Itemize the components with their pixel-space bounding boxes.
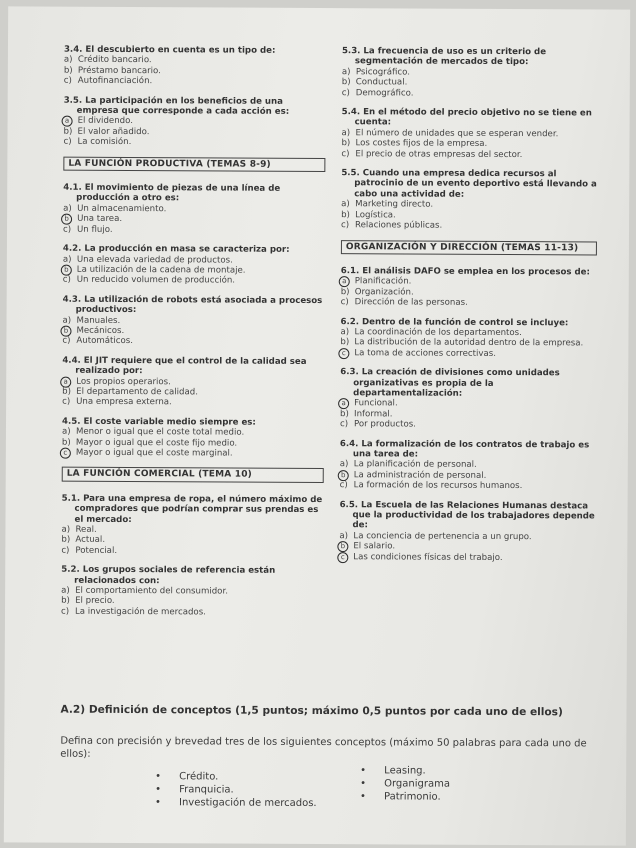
option-letter: a) [63,55,73,66]
option-text: Dirección de las personas. [354,297,468,308]
option-text: Real. [75,524,97,535]
option-text: El salario. [353,541,396,552]
option-letter: c) [341,148,350,159]
option-letter: c) [62,397,71,408]
question-block [340,439,596,492]
option-text: Mayor o igual que el coste fijo medio. [75,437,238,449]
option-letter: a) [341,199,350,210]
option-text: La distribución de la autoridad dentro de la empresa. [354,337,584,349]
option-letter: b) [63,126,73,137]
option-text: Una tarea. [77,214,123,225]
answer-option [61,607,323,619]
option-letter: a) [341,127,351,139]
circled-letter-mark: b [60,326,71,337]
question-block [341,168,597,232]
option-text: Actual. [75,535,106,546]
option-text: Potencial. [75,545,118,556]
question-title: 6.5. La Escuela de las Relaciones Humanas destaca que la productividad de los trabajadores depende de: [339,499,595,531]
option-letter: a) [63,203,72,214]
option-text: Conductual. [355,77,408,88]
answer-option [63,137,325,149]
concept-item: • Organigrama [360,777,450,790]
option-text: Mayor o igual que el coste marginal. [75,447,233,459]
option-letter: c) [340,297,349,308]
question-block [342,46,598,99]
question-block [62,294,324,347]
option-text: Psicográfico. [355,67,410,78]
option-letter: c) [62,224,72,235]
option-letter: c) [61,545,70,556]
circled-letter-mark: a [62,116,73,127]
option-letter: b) [340,286,350,297]
answer-option [62,397,324,409]
answer-option [341,149,597,161]
option-text: Logística. [355,209,396,221]
circled-letter-mark: b [338,470,349,481]
circled-letter-mark: b [61,265,72,276]
option-text: La coordinación de los departamentos. [354,327,522,339]
question-title: 6.4. La formalización de los contratos de trabajo es una tarea de: [339,438,590,460]
answer-option [61,546,323,558]
question-block [61,565,323,618]
circled-letter-mark: a [338,398,349,409]
option-letter: b) [341,77,351,88]
circled-letter-mark: a [339,276,350,287]
section-heading: ORGANIZACIÓN Y DIRECCIÓN (TEMAS 11-13) [341,240,597,256]
option-text: Una elevada variedad de productos. [76,254,233,266]
option-letter: b) [63,65,73,76]
question-block [341,266,597,309]
concept-list-right [360,764,450,803]
answer-option [341,220,597,232]
option-letter: a) [62,315,72,326]
option-text: Crédito bancario. [77,55,152,66]
option-letter: c) [62,336,71,347]
option-letter: c) [60,606,70,617]
option-letter: b) [61,535,71,546]
concept-item: • Franquicia. [155,783,317,797]
option-letter: a) [340,327,350,338]
option-text: La formación de los recursos humanos. [353,480,523,492]
option-letter: b) [61,596,70,607]
question-title: 4.2. La producción en masa se caracteriza por: [62,243,290,255]
option-text: Organización. [354,286,414,298]
circled-letter-mark: c [337,552,348,563]
answer-option [63,224,325,236]
answer-option-circled [340,348,596,360]
option-letter: a) [339,530,349,542]
circled-letter-mark: b [337,541,348,552]
question-block [64,45,326,88]
option-text: Automáticos. [76,336,134,347]
option-letter: a) [61,524,71,535]
option-text: Autofinanciación. [77,75,153,87]
question-title: 5.5. Cuando una empresa dedica recursos al patrocinio de un evento deportivo está llevando a cabo una actividad de: [341,168,597,200]
option-letter: b) [62,386,72,397]
question-title: 4.1. El movimiento de piezas de una línea de producción a otro es: [63,182,281,204]
option-letter: b) [341,138,351,149]
circled-letter-mark: c [60,448,71,459]
answer-option [340,480,596,492]
option-letter: b) [61,437,71,448]
concept-item: • Leasing. [360,764,450,777]
option-text: La toma de acciones correctivas. [354,347,497,359]
answer-option-circled [62,448,324,460]
section-heading: LA FUNCIÓN PRODUCTIVA (TEMAS 8-9) [63,156,325,172]
option-text: El valor añadido. [77,126,150,137]
option-text: Planificación. [354,276,412,287]
option-text: La administración de personal. [353,470,487,481]
option-letter: b) [341,209,350,220]
question-title: 6.1. El análisis DAFO se emplea en los procesos de: [340,266,590,278]
answer-option [62,336,324,348]
answer-option [341,297,597,309]
section-b-title: A.2) Definición de conceptos (1,5 puntos; máximo 0,5 puntos por cada uno de ellos) [60,703,563,719]
answer-option [342,88,598,100]
option-letter: c) [341,220,350,231]
option-letter: a) [341,66,351,77]
left-column [61,45,326,628]
option-text: Informal. [354,408,393,420]
option-text: Funcional. [354,398,398,409]
concept-list [60,763,600,810]
circled-letter-mark: a [60,376,71,387]
option-text: Un flujo. [76,224,113,235]
option-text: Mecánicos. [76,325,125,336]
question-title: 5.3. La frecuencia de uso es un criterio de segmentación de mercados de tipo: [341,46,547,68]
option-letter: a) [61,426,71,437]
question-block [63,95,325,148]
option-text: La conciencia de pertenencia a un grupo. [353,531,532,542]
option-letter: b) [340,408,349,419]
question-title: 3.4. El descubierto en cuenta es un tipo de: [63,44,276,56]
question-block [340,367,596,431]
question-block [63,183,325,236]
section-b-instructions: Defina con precisión y brevedad tres de los siguientes conceptos (máximo 50 palabras para cada uno de ellos): [60,735,587,760]
option-text: Marketing directo. [355,199,434,210]
section-heading: LA FUNCIÓN COMERCIAL (TEMA 10) [62,467,324,483]
question-block [61,493,323,557]
option-text: Demográfico. [355,87,414,99]
answer-option-circled [339,552,595,564]
concept-list-left [155,770,317,810]
answer-option [63,275,325,287]
option-letter: c) [62,274,71,286]
question-title: 4.3. La utilización de robots está asociada a procesos productivos: [62,294,323,316]
circled-letter-mark: b [61,214,72,225]
question-block [62,416,324,459]
option-text: Préstamo bancario. [77,65,161,76]
option-text: Los propios operarios. [76,376,171,387]
option-text: El comportamiento del consumidor. [75,585,228,597]
option-text: El departamento de calidad. [76,386,198,398]
question-title: 5.1. Para una empresa de ropa, el número máximo de compradores que podrían comprar sus prendas es el mercado: [61,493,323,525]
option-text: Un reducido volumen de producción. [76,275,236,286]
option-text: El precio de otras empresas del sector. [355,148,523,160]
option-text: Una empresa externa. [76,397,172,408]
option-letter: a) [339,459,349,470]
option-letter: b) [340,337,350,348]
option-text: Por productos. [353,419,416,430]
concept-item: • Crédito. [155,770,317,784]
question-block [339,500,595,564]
option-text: Los costes fijos de la empresa. [355,138,488,150]
option-letter: a) [61,585,70,596]
option-text: Manuales. [76,315,121,326]
option-text: El dividendo. [77,116,133,127]
option-letter: c) [339,419,349,430]
option-text: Las condiciones físicas del trabajo. [353,551,503,563]
answer-option [64,76,326,88]
question-title: 6.2. Dentro de la función de control se incluye: [340,316,569,328]
option-letter: c) [341,87,350,98]
exam-page [4,6,630,845]
section-concept-definitions [60,704,601,810]
option-text: La utilización de la cadena de montaje. [76,264,246,276]
question-title: 5.2. Los grupos sociales de referencia están relacionados con: [61,564,276,586]
option-text: El número de unidades que se esperan vender. [355,128,559,140]
option-text: Un almacenamiento. [77,203,167,215]
question-block [63,244,325,287]
option-text: Relaciones públicas. [355,220,443,231]
question-title: 3.5. La participación en los beneficios de una empresa que corresponde a cada acción es: [63,95,290,117]
concept-item: • Patrimonio. [360,790,450,803]
option-text: La investigación de mercados. [74,606,206,618]
question-block [62,355,324,408]
option-text: El precio. [75,596,115,607]
question-title: 5.4. En el método del precio objetivo no se tiene en cuenta: [341,107,592,128]
option-text: La comisión. [77,136,132,148]
option-text: La planificación de personal. [353,459,477,471]
option-text: Menor o igual que el coste total medio. [75,426,245,438]
question-title: 4.4. El JIT requiere que el control de la calidad sea realizado por: [62,355,307,377]
circled-letter-mark: c [338,348,349,359]
concept-item: • Investigación de mercados. [155,796,317,810]
question-title: 4.5. El coste variable medio siempre es: [61,416,256,428]
option-letter: c) [63,75,72,86]
question-block [340,317,596,360]
answer-option [340,419,596,431]
option-letter: a) [62,254,72,265]
option-letter: c) [63,136,72,147]
right-column [339,46,598,572]
option-letter: c) [339,480,348,491]
question-block [341,107,597,160]
question-title: 6.3. La creación de divisiones como unidades organizativas es propia de la departamentalización: [340,367,560,399]
